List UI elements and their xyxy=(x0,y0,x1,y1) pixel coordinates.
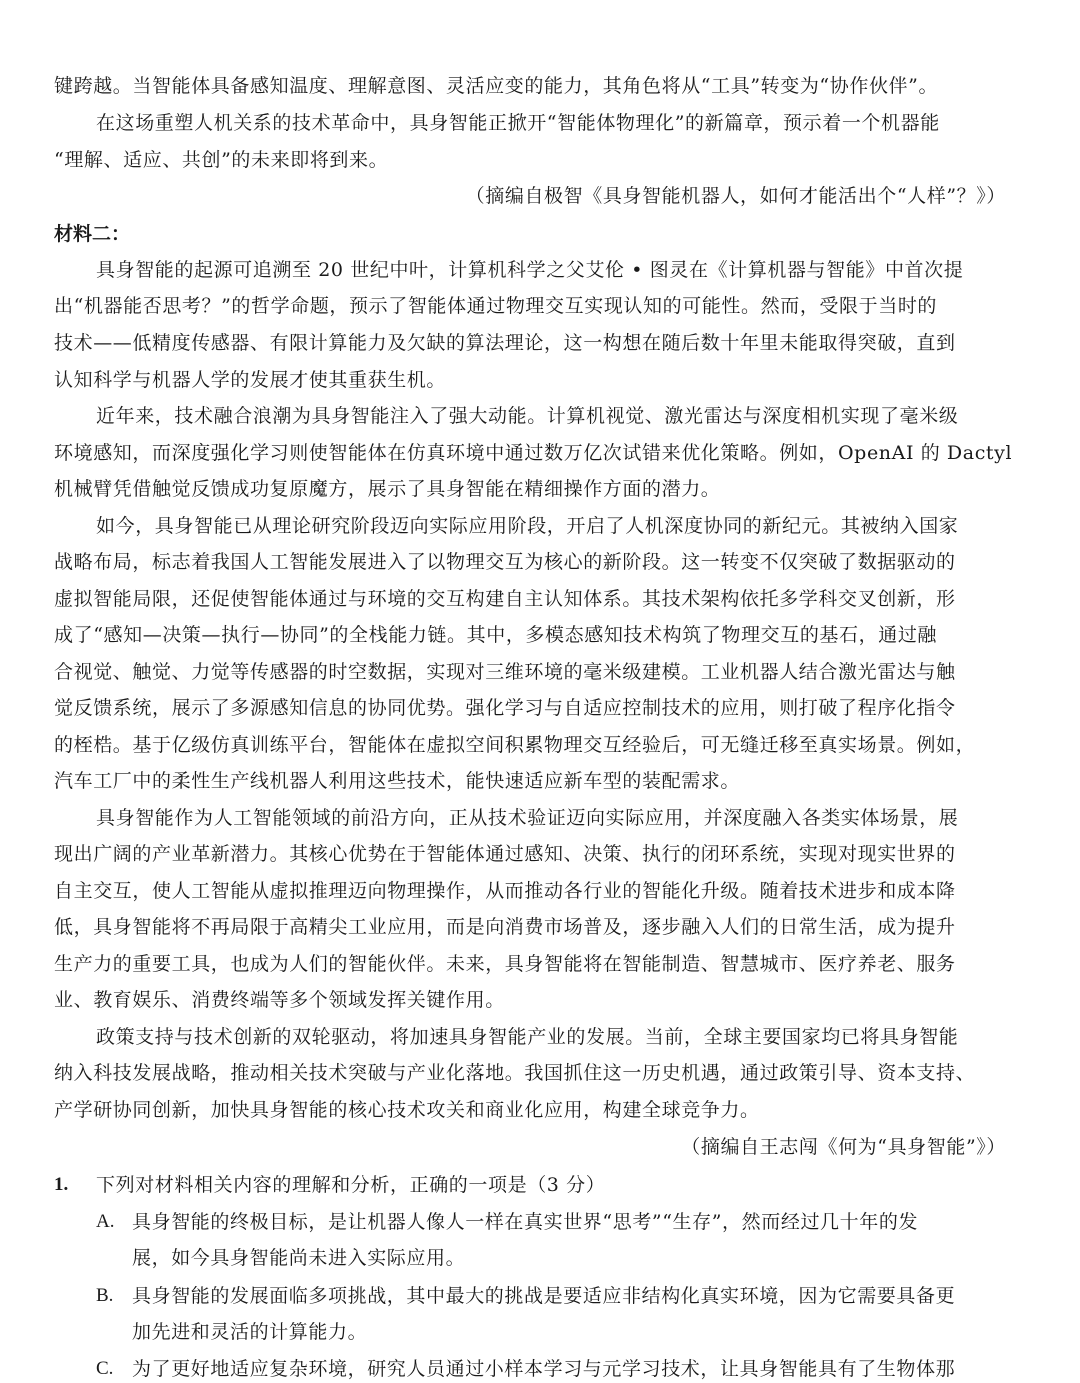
option-text: 展，如今具身智能尚未进入实际应用。 xyxy=(132,1247,466,1269)
text-line: 技术——低精度传感器、有限计算能力及欠缺的算法理论，这一构想在随后数十年里未能取得突破，直到 xyxy=(54,332,956,354)
text-line: 键跨越。当智能体具备感知温度、理解意图、灵活应变的能力，其角色将从“工具”转变为“协作伙伴”。 xyxy=(54,75,939,97)
text-line: 战略布局，标志着我国人工智能发展进入了以物理交互为核心的新阶段。这一转变不仅突破了数据驱动的 xyxy=(54,551,956,573)
text-line: 虚拟智能局限，还促使智能体通过与环境的交互构建自主认知体系。其技术架构依托多学科交叉创新，形 xyxy=(54,588,956,610)
text-line: 具身智能的起源可追溯至 20 世纪中叶，计算机科学之父艾伦 • 图灵在《计算机器与智能》中首次提 xyxy=(96,259,964,281)
text-line: 汽车工厂中的柔性生产线机器人利用这些技术，能快速适应新车型的装配需求。 xyxy=(54,770,741,792)
text-line: 机械臂凭借触觉反馈成功复原魔方，展示了具身智能在精细操作方面的潜力。 xyxy=(54,478,721,500)
option-label: C. xyxy=(96,1358,114,1379)
text-line: “理解、适应、共创”的未来即将到来。 xyxy=(54,149,389,171)
section-heading: 材料二： xyxy=(54,223,131,245)
option-text: 为了更好地适应复杂环境，研究人员通过小样本学习与元学习技术，让具身智能具有了生物体那 xyxy=(132,1358,956,1380)
text-line: 认知科学与机器人学的发展才使其重获生机。 xyxy=(54,369,447,391)
text-line: 如今，具身智能已从理论研究阶段迈向实际应用阶段，开启了人机深度协同的新纪元。其被纳入国家 xyxy=(96,515,959,537)
option-text: 具身智能的终极目标，是让机器人像人一样在真实世界“思考”“生存”，然而经过几十年的发 xyxy=(132,1211,919,1233)
text-line: 现出广阔的产业革新潜力。其核心优势在于智能体通过感知、决策、执行的闭环系统，实现对现实世界的 xyxy=(54,843,956,865)
text-line: 环境感知，而深度强化学习则使智能体在仿真环境中通过数万亿次试错来优化策略。例如，OpenAI 的 Dactyl xyxy=(54,442,1013,464)
question-number: 1. xyxy=(54,1174,69,1195)
text-line: 政策支持与技术创新的双轮驱动，将加速具身智能产业的发展。当前，全球主要国家均已将具身智能 xyxy=(96,1026,959,1048)
text-line: 自主交互，使人工智能从虚拟推理迈向物理操作，从而推动各行业的智能化升级。随着技术进步和成本降 xyxy=(54,880,956,902)
text-line: 纳入科技发展战略，推动相关技术突破与产业化落地。我国抓住这一历史机遇，通过政策引导、资本支持、 xyxy=(54,1062,976,1084)
text-line: 低，具身智能将不再局限于高精尖工业应用，而是向消费市场普及，逐步融入人们的日常生活，成为提升 xyxy=(54,916,956,938)
text-line: 产学研协同创新，加快具身智能的核心技术攻关和商业化应用，构建全球竞争力。 xyxy=(54,1099,760,1121)
question-stem: 下列对材料相关内容的理解和分析，正确的一项是（3 分） xyxy=(96,1174,606,1196)
text-line: 业、教育娱乐、消费终端等多个领域发挥关键作用。 xyxy=(54,989,505,1011)
option-label: B. xyxy=(96,1285,114,1306)
text-line: 近年来，技术融合浪潮为具身智能注入了强大动能。计算机视觉、激光雷达与深度相机实现了毫米级 xyxy=(96,405,959,427)
source-citation: （摘编自王志闯《何为“具身智能”》） xyxy=(681,1136,1006,1158)
text-line: 觉反馈系统，展示了多源感知信息的协同优势。强化学习与自适应控制技术的应用，则打破了程序化指令 xyxy=(54,697,956,719)
text-line: 合视觉、触觉、力觉等传感器的时空数据，实现对三维环境的毫米级建模。工业机器人结合激光雷达与触 xyxy=(54,661,956,683)
option-text: 加先进和灵活的计算能力。 xyxy=(132,1321,368,1343)
text-line: 在这场重塑人机关系的技术革命中，具身智能正掀开“智能体物理化”的新篇章，预示着一个机器能 xyxy=(96,112,940,134)
option-text: 具身智能的发展面临多项挑战，其中最大的挑战是要适应非结构化真实环境，因为它需要具备更 xyxy=(132,1285,956,1307)
text-line: 具身智能作为人工智能领域的前沿方向，正从技术验证迈向实际应用，并深度融入各类实体场景，展 xyxy=(96,807,959,829)
text-line: 生产力的重要工具，也成为人们的智能伙伴。未来，具身智能将在智能制造、智慧城市、医疗养老、服务 xyxy=(54,953,956,975)
text-line: 出“机器能否思考？”的哲学命题，预示了智能体通过物理交互实现认知的可能性。然而，受限于当时的 xyxy=(54,295,938,317)
option-label: A. xyxy=(96,1211,115,1232)
text-line: 的桎梏。基于亿级仿真训练平台，智能体在虚拟空间积累物理交互经验后，可无缝迁移至真实场景。例如， xyxy=(54,734,976,756)
text-line: 成了“感知—决策—执行—协同”的全栈能力链。其中，多模态感知技术构筑了物理交互的基石，通过融 xyxy=(54,624,938,646)
source-citation: （摘编自极智《具身智能机器人，如何才能活出个“人样”？》） xyxy=(465,185,1006,207)
